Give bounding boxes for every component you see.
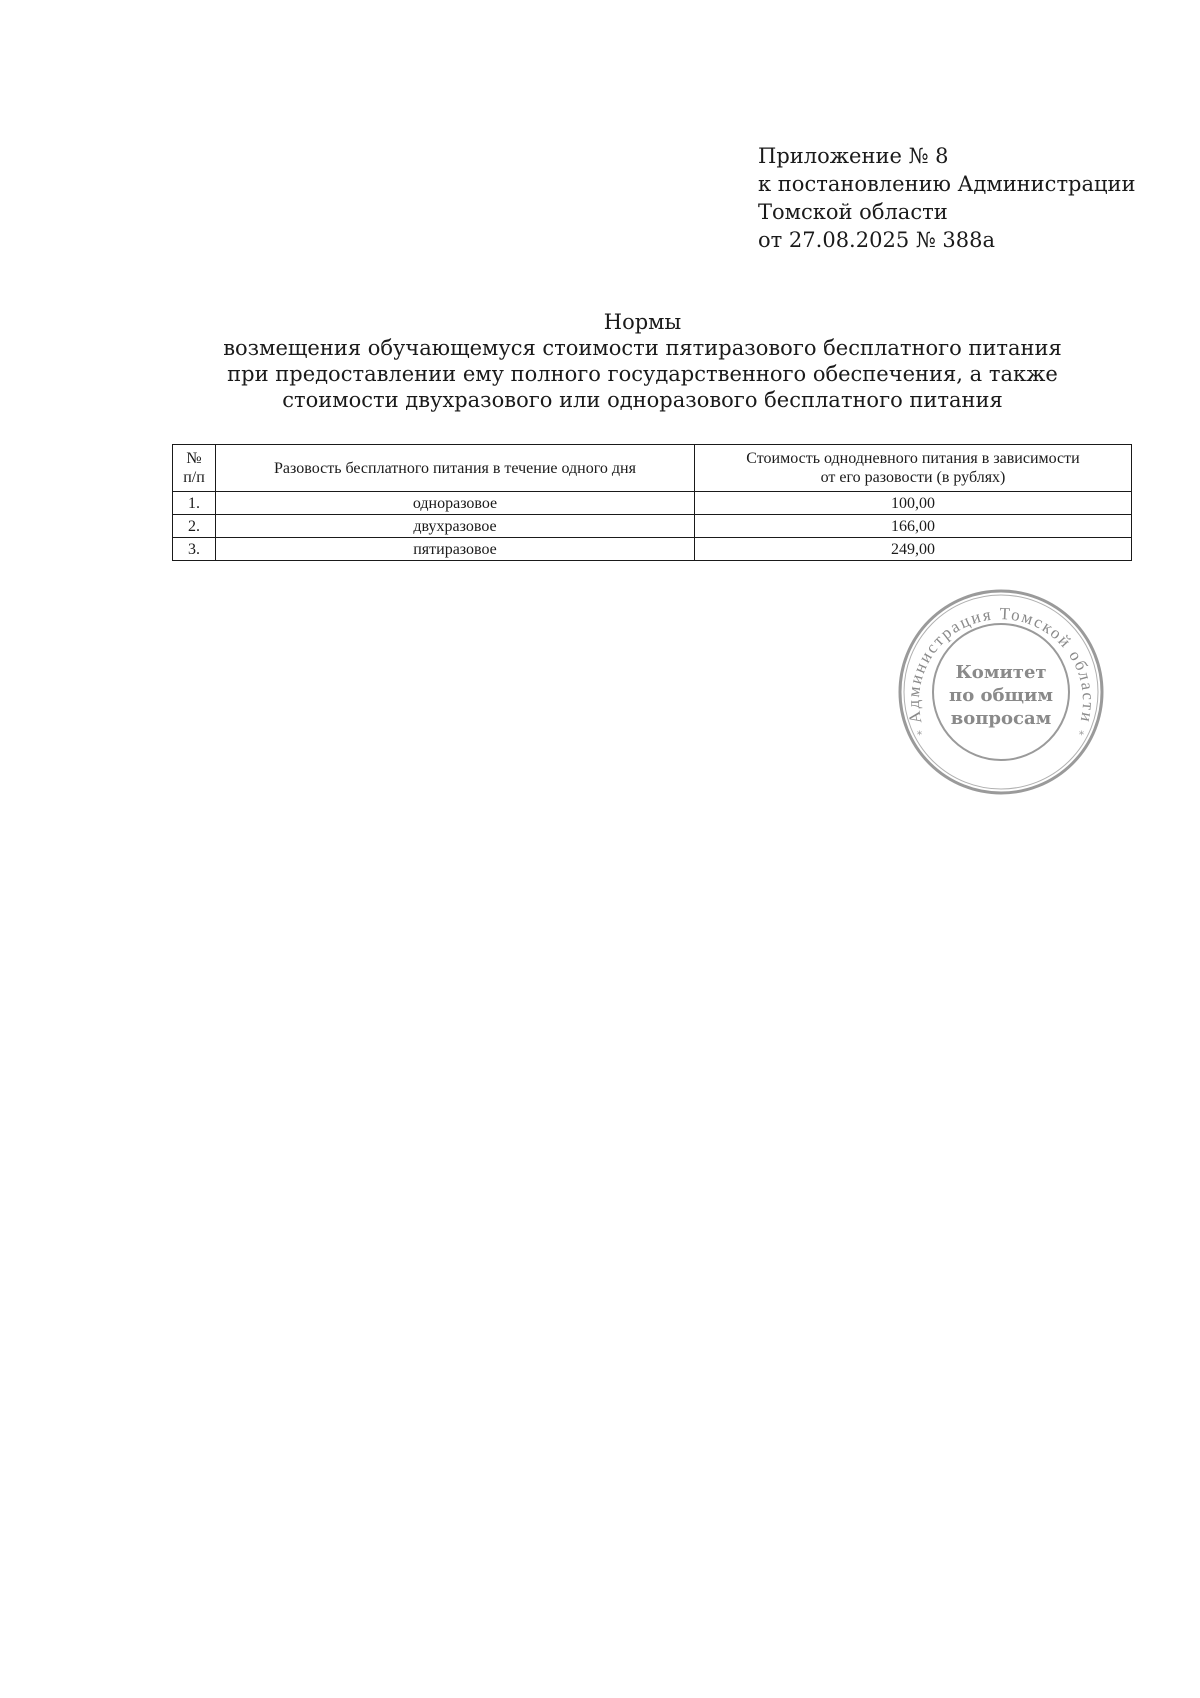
header-number (173, 445, 216, 492)
header-cost-line2: от его разовости (в рублях) (820, 469, 1006, 486)
appendix-line: Приложение № 8 (758, 144, 949, 168)
stamp-star-icon: * (917, 730, 922, 741)
title-line: стоимости двухразового или одноразового бесплатного питания (282, 388, 1003, 412)
title-heading: Нормы (603, 310, 682, 334)
title-line: при предоставлении ему полного государственного обеспечения, а также (227, 362, 1058, 386)
header-number-line2: п/п (183, 469, 205, 486)
norms-table (172, 444, 1132, 561)
row-kind: двухразовое (216, 515, 695, 538)
appendix-block (758, 142, 1158, 254)
appendix-line: Томской области (758, 200, 948, 224)
row-cost: 249,00 (695, 538, 1132, 561)
stamp-center-line: по общим (949, 685, 1053, 706)
table-header-row (173, 445, 1132, 492)
stamp-center-line: Комитет (955, 662, 1047, 683)
table-row (173, 515, 1132, 538)
header-number-line1: № (186, 450, 202, 467)
stamp-ring-text: Администрация Томской области (903, 604, 1099, 726)
stamp-star-icon: * (1079, 730, 1084, 741)
row-kind: пятиразовое (216, 538, 695, 561)
header-kind: Разовость бесплатного питания в течение одного дня (216, 445, 695, 492)
header-cost (695, 445, 1132, 492)
row-cost: 166,00 (695, 515, 1132, 538)
header-cost-line1: Стоимость однодневного питания в зависимости (746, 450, 1080, 467)
row-number: 1. (173, 492, 216, 515)
table-row (173, 492, 1132, 515)
official-stamp (895, 586, 1107, 798)
row-number: 3. (173, 538, 216, 561)
row-cost: 100,00 (695, 492, 1132, 515)
stamp-center-line: вопросам (950, 708, 1052, 729)
table-row (173, 538, 1132, 561)
row-number: 2. (173, 515, 216, 538)
appendix-line: к постановлению Администрации (758, 172, 1136, 196)
row-kind: одноразовое (216, 492, 695, 515)
document-title (150, 309, 1135, 413)
appendix-line: от 27.08.2025 № 388а (758, 228, 995, 252)
title-line: возмещения обучающемуся стоимости пятиразового бесплатного питания (223, 336, 1062, 360)
